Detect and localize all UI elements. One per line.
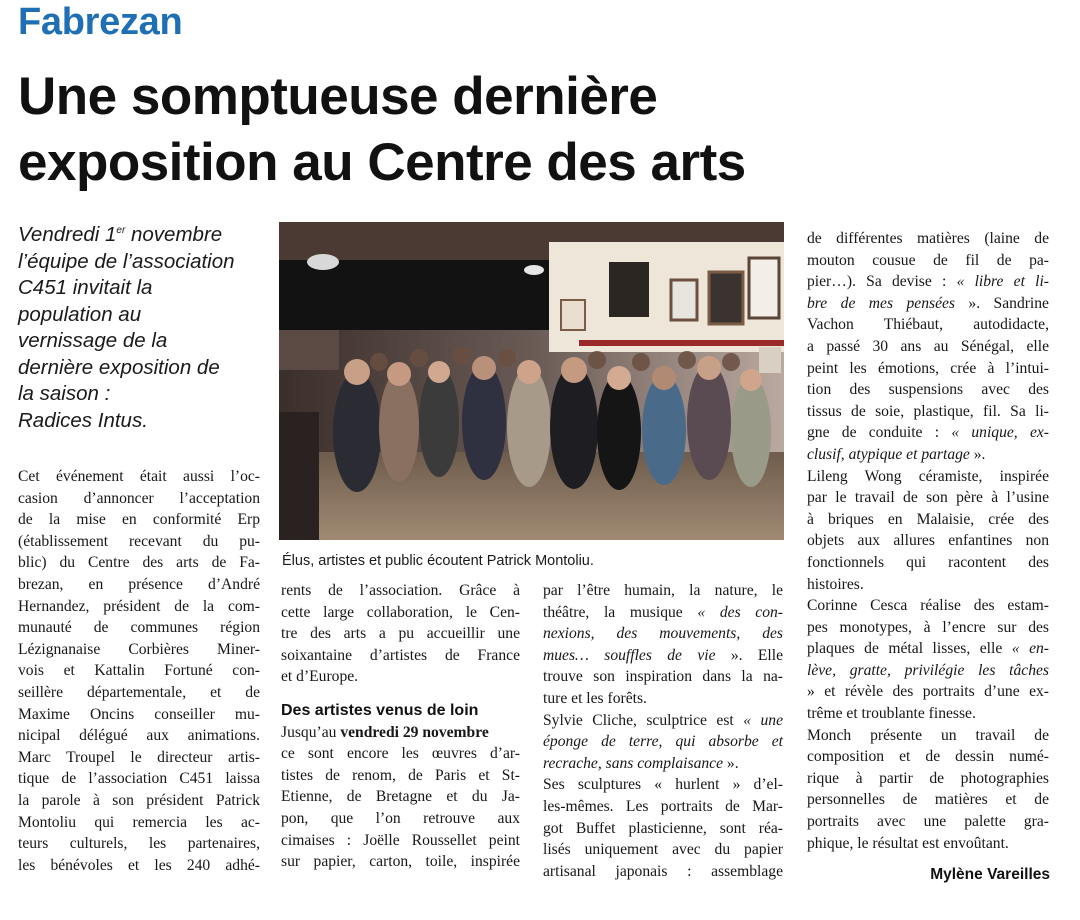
- author-signature: Mylène Vareilles: [930, 866, 1050, 883]
- section-rubric: Fabrezan: [18, 1, 183, 43]
- article-column-3: par l’être humain, la nature, le théâtre, la musique « des con- nexions, des mouvements, des mues… souffles de vie ». Elle trouve son inspiration dans la na- ture et les forêts. Sylvie Cliche, sculptrice est « une éponge de terre, qui absorbe et recrache, sans complaisance ». Ses sculptures « hurlent » d’el- les-mêmes. Les portraits de Mar- got Buffet plasticienne, sont réa- lisés uniquement avec du papier artisanal japonais : assemblage: [543, 582, 783, 880]
- article-column-4: de différentes matières (laine de mouton cousue de fil de pa- pier…). Sa devise : « libre et li- bre de mes pensées ». Sandrine Vachon Thiébaut, autodidacte, a passé 30 ans au Sénégal, elle peint les émotions, crée à l’intui- tion des suspensions avec des tissus de soie, plastique, fil. Sa li- gne de conduite : « unique, ex- clusif, atypique et partage ». Lileng Wong céramiste, inspirée par le travail de son père à l’usine à briques en Malaisie, crée des objets aux allures enfantines non fonctionnels qui racontent des histoires. Corinne Cesca réalise des estam- pes monotypes, à l’encre sur des plaques de métal lisses, elle « en- lève, gratte, privilégie les tâches » et révèle des portraits d’une ex- trême et troublante finesse. Monch présente un travail de composition et de dessin numé- rique à partir de photographies personnelles de matières et de portraits avec une palette gra- phique, le résultat est envoûtant.: [807, 230, 1050, 852]
- lead-paragraph: Vendredi 1er novembre l’équipe de l’association C451 invitait la population au vernissage de la dernière exposition de la saison : Radices Intus.: [18, 223, 235, 432]
- headline: [18, 64, 1068, 196]
- photo-caption: Élus, artistes et public écoutent Patrick Montoliu.: [282, 553, 594, 569]
- photo-illustration: [279, 222, 784, 540]
- exhibition-photo: [279, 222, 784, 540]
- article-column-2: rents de l’association. Grâce à cette large collaboration, le Cen- tre des arts a pu accueillir une soixantaine d’artistes de France et d’Europe. Des artistes venus de loin Jusqu’au vendredi 29 novembre ce sont encore les œuvres d’ar- tistes de renom, de Paris et St- Etienne, de Bretagne et du Ja- pon, que l’on retrouve aux cimaises : Joëlle Roussellet peint sur papier, carton, toile, inspirée: [281, 582, 520, 871]
- article-column-1: Cet événement était aussi l’oc- casion d’annoncer l’acceptation de la mise en conformité Erp (établissement recevant du pu- blic) du Centre des arts de Fa- brezan, en présence d’André Hernandez, président de la com- munauté de communes région Lézignanaise Corbières Miner- vois et Kattalin Fortuné con- seillère départementale, et de Maxime Oncins conseiller mu- nicipal délégué aux animations. Marc Troupel le directeur artis- tique de l’association C451 laissa la parole à son président Patrick Montoliu qui remercia les ac- teurs culturels, les partenaires, les bénévoles et les 240 adhé-: [18, 468, 260, 874]
- subheading: Des artistes venus de loin: [281, 701, 479, 719]
- headline-line-2: exposition au Centre des arts: [18, 133, 746, 192]
- headline-line-1: Une somptueuse dernière: [18, 67, 658, 126]
